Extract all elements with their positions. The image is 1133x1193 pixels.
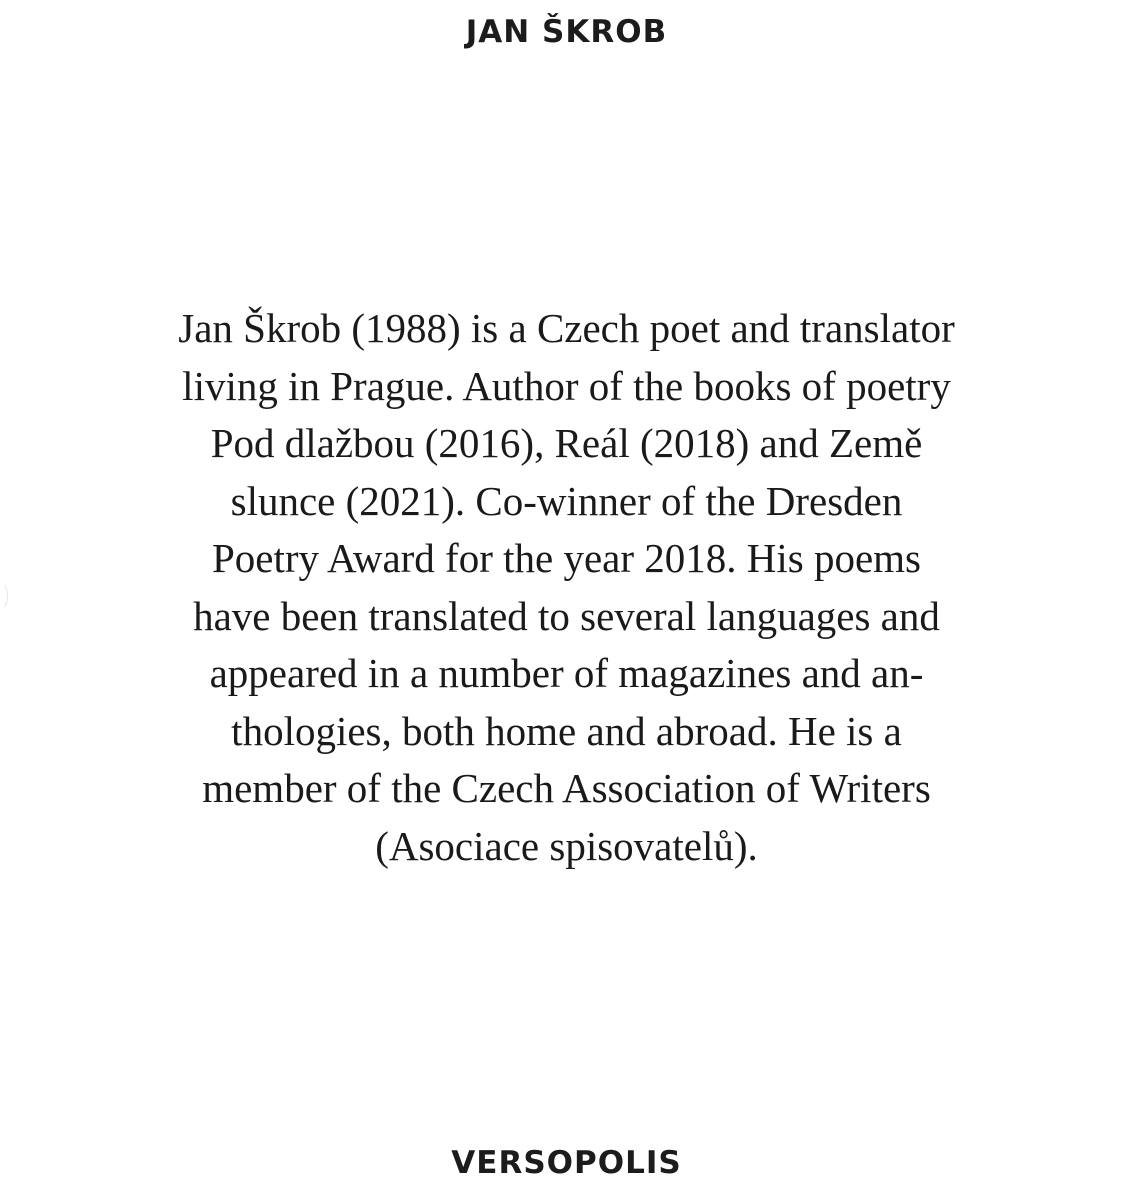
bio-line: living in Prague. Author of the books of poetry (182, 362, 951, 409)
bio-line: have been translated to several languages and (193, 592, 940, 639)
bio-line: Jan Škrob (1988) is a Czech poet and translator (178, 305, 955, 351)
bio-line: member of the Czech Association of Writers (202, 765, 931, 811)
bio-line: Pod dlažbou (2016), Reál (2018) and Země (210, 420, 923, 466)
bio-line: Poetry Award for the year 2018. His poems (211, 535, 922, 581)
brand-footer: VERSOPOLIS (451, 1145, 682, 1181)
bio-line: thologies, both home and abroad. He is a (231, 707, 902, 754)
edge-handle-mark (0, 582, 8, 610)
bio-line: slunce (2021). Co-winner of the Dresden (230, 477, 903, 524)
bio-line: (Asociace spisovatelů). (375, 822, 758, 869)
author-bio (100, 300, 1033, 875)
page-title: JAN ŠKROB (465, 14, 668, 50)
bio-line: appeared in a number of magazines and an- (209, 650, 924, 696)
